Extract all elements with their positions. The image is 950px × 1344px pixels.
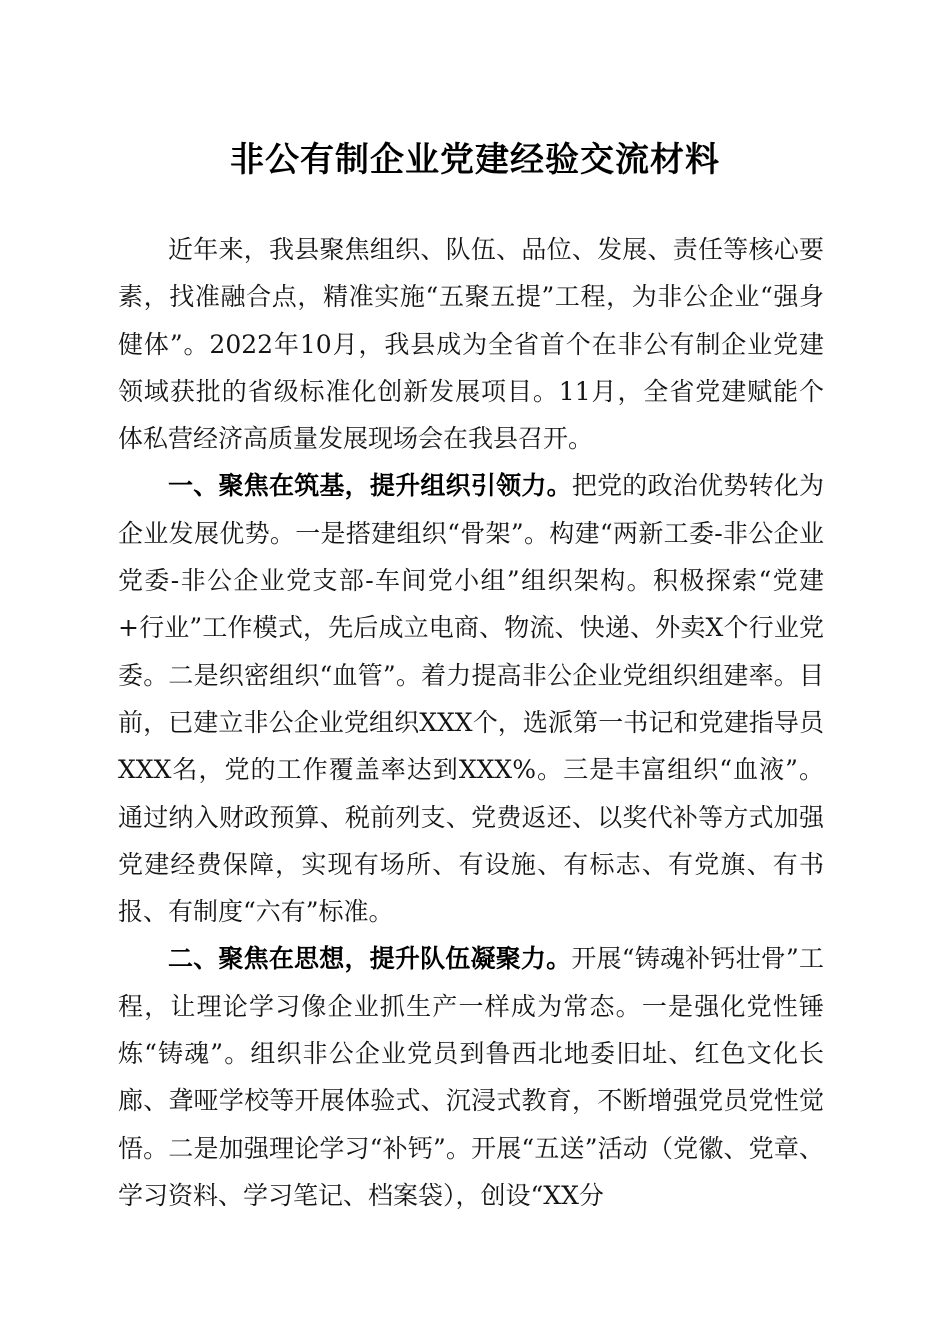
paragraph-text: 近年来，我县聚焦组织、队伍、品位、发展、责任等核心要素，找准融合点，精准实施“五聚五提”工程，为非公企业“强身健体”。2022年10月，我县成为全省首个在非公有制企业党建领域获批的省级标准化创新发展项目。11月，全省党建赋能个体私营经济高质量发展现场会在我县召开。 (118, 235, 824, 454)
paragraph-text: 把党的政治优势转化为企业发展优势。一是搭建组织“骨架”。构建“两新工委-非公企业党委-非公企业党支部-车间党小组”组织架构。积极探索“党建+行业”工作模式，先后成立电商、物流、快递、外卖X个行业党委。二是织密组织“血管”。着力提高非公企业党组织组建率。目前，已建立非公企业党组织XXX个，选派第一书记和党建指导员XXX名，党的工作覆盖率达到XXX%。三是丰富组织“血液”。通过纳入财政预算、税前列支、党费返还、以奖代补等方式加强党建经费保障，实现有场所、有设施、有标志、有党旗、有书报、有制度“六有”标准。 (118, 471, 824, 927)
section-heading: 二、聚焦在思想，提升队伍凝聚力。 (168, 944, 572, 974)
paragraph-intro (118, 226, 824, 462)
document-body (118, 226, 824, 1219)
document-title: 非公有制企业党建经验交流材料 (230, 140, 720, 180)
section-heading: 一、聚焦在筑基，提升组织引领力。 (168, 471, 572, 501)
paragraph-section-1 (118, 462, 824, 935)
paragraph-text: 开展“铸魂补钙壮骨”工程，让理论学习像企业抓生产一样成为常态。一是强化党性锤炼“铸魂”。组织非公企业党员到鲁西北地委旧址、红色文化长廊、聋哑学校等开展体验式、沉浸式教育，不断增强党员党性觉悟。二是加强理论学习“补钙”。开展“五送”活动（党徽、党章、学习资料、学习笔记、档案袋），创设“XX分 (118, 944, 824, 1210)
paragraph-section-2 (118, 935, 824, 1219)
